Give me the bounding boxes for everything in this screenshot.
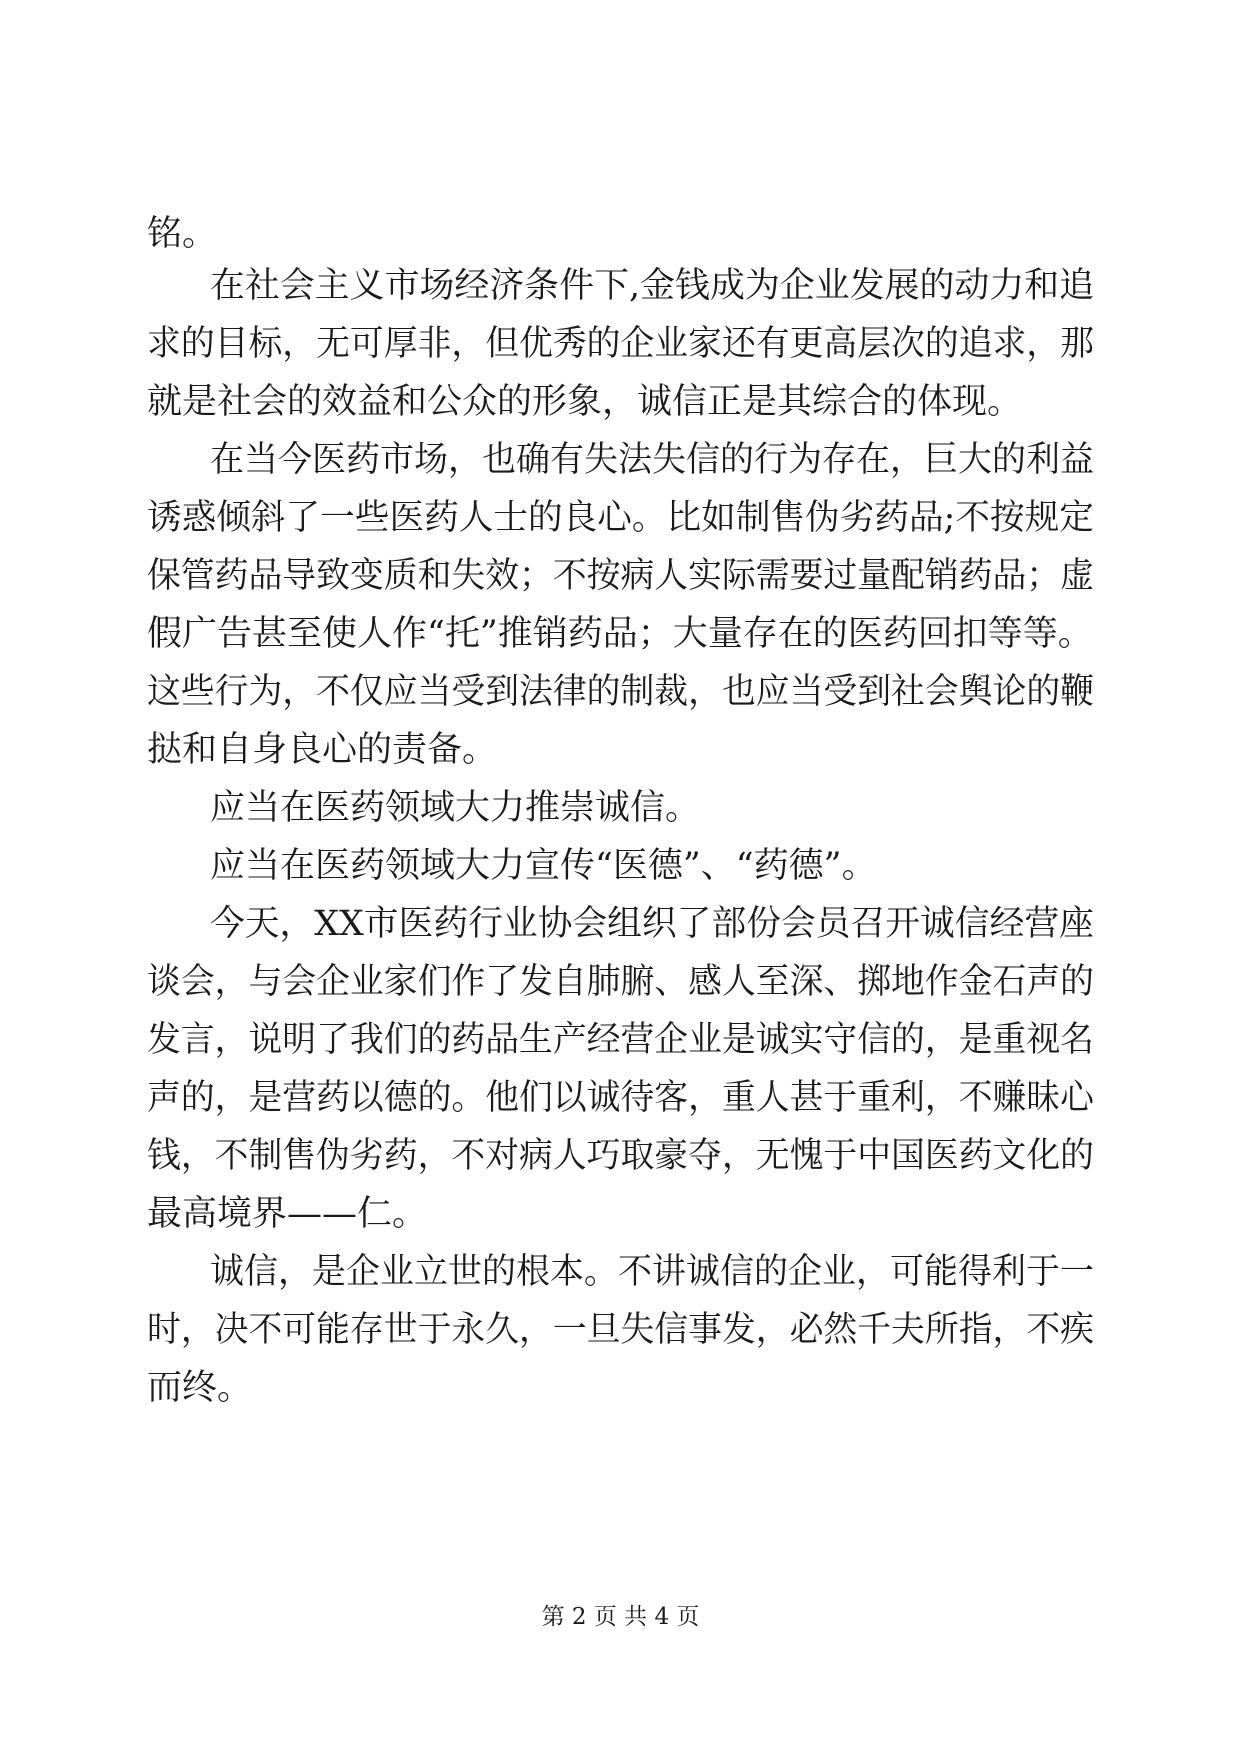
line-text: 铭。 [147,214,218,254]
line-text: 应当在医药领域大力推崇诚信。 [210,788,701,828]
line-text: 保管药品导致变质和失效；不按病人实际需要过量配销药品；虚 [147,556,1094,596]
line-text: 就是社会的效益和公众的形象，诚信正是其综合的体现。 [147,382,1023,422]
line-text: 假广告甚至使人作“托”推销药品；大量存在的医药回扣等等。 [147,614,1093,654]
line-text: 挞和自身良心的责备。 [147,730,498,770]
line-text: 应当在医药领域大力宣传“医德”、“药德”。 [210,846,877,886]
line-text: 最高境界——仁。 [147,1194,428,1234]
line-text: 求的目标，无可厚非，但优秀的企业家还有更高层次的追求，那 [147,324,1094,364]
line-text: 时，决不可能存世于永久，一旦失信事发，必然千夫所指，不疾 [147,1310,1094,1350]
line-text: 诚信，是企业立世的根本。不讲诚信的企业，可能得利于一 [210,1252,1094,1292]
line-text: 诱惑倾斜了一些医药人士的良心。比如制售伪劣药品;不按规定 [147,498,1094,538]
line-text: 谈会，与会企业家们作了发自肺腑、感人至深、掷地作金石声的 [147,962,1094,1002]
line-text: 声的，是营药以德的。他们以诚待客，重人甚于重利，不赚昧心 [147,1078,1094,1118]
line-text: 在当今医药市场，也确有失法失信的行为存在，巨大的利益 [210,440,1094,480]
line-text: 钱，不制售伪劣药，不对病人巧取豪夺，无愧于中国医药文化的 [147,1136,1094,1176]
line-text: 这些行为，不仅应当受到法律的制裁，也应当受到社会舆论的鞭 [147,672,1094,712]
line-text: 今天，XX市医药行业协会组织了部份会员召开诚信经营座 [210,904,1094,944]
line-text: 而终。 [147,1368,253,1408]
line-text: 在社会主义市场经济条件下,金钱成为企业发展的动力和追 [210,266,1095,306]
line-text: 发言，说明了我们的药品生产经营企业是诚实守信的，是重视名 [147,1020,1094,1060]
page-number-footer: 第 2 页 共 4 页 [541,1604,700,1630]
